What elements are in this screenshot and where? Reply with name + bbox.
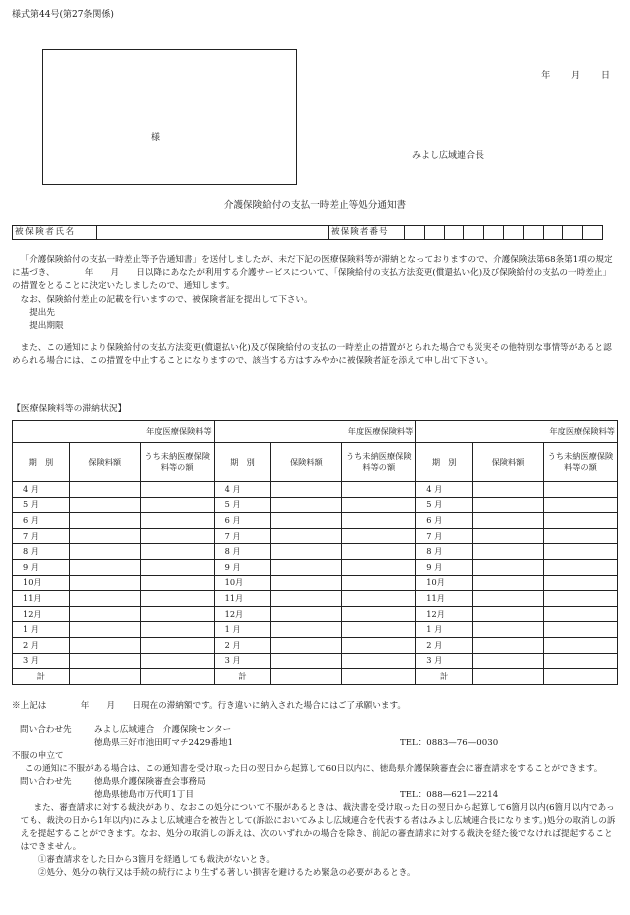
period-header: 期 別 bbox=[214, 443, 271, 482]
insured-number-cell[interactable] bbox=[543, 226, 563, 240]
month-cell: 8 月 bbox=[416, 544, 473, 560]
unpaid-cell[interactable] bbox=[140, 497, 214, 513]
unpaid-total-cell[interactable] bbox=[543, 669, 617, 685]
month-cell: 3 月 bbox=[214, 653, 271, 669]
premium-cell[interactable] bbox=[271, 497, 342, 513]
premium-cell[interactable] bbox=[69, 544, 140, 560]
issuer-name: みよし広域連合長 bbox=[412, 151, 485, 161]
unpaid-cell[interactable] bbox=[140, 559, 214, 575]
notice-footer bbox=[12, 700, 618, 880]
insured-number-cell[interactable] bbox=[464, 226, 484, 240]
month-cell: 12月 bbox=[13, 606, 70, 622]
premium-cell[interactable] bbox=[271, 653, 342, 669]
premium-cell[interactable] bbox=[271, 528, 342, 544]
premium-total-cell[interactable] bbox=[69, 669, 140, 685]
unpaid-cell[interactable] bbox=[342, 653, 416, 669]
premium-cell[interactable] bbox=[271, 513, 342, 529]
month-cell: 1 月 bbox=[13, 622, 70, 638]
month-cell: 8 月 bbox=[13, 544, 70, 560]
period-header: 期 別 bbox=[416, 443, 473, 482]
contact2-address: 徳島県徳島市万代町1丁目 bbox=[94, 790, 194, 800]
premium-cell[interactable] bbox=[69, 591, 140, 607]
fiscal-year-header: 年度医療保険料等 bbox=[214, 421, 416, 443]
total-label: 計 bbox=[214, 669, 271, 685]
month-cell: 2 月 bbox=[416, 637, 473, 653]
unpaid-cell[interactable] bbox=[342, 575, 416, 591]
unpaid-cell[interactable] bbox=[342, 591, 416, 607]
submit-deadline-label: 提出期限 bbox=[29, 321, 64, 332]
contact2-tel: TEL：088—621—2214 bbox=[400, 790, 499, 800]
contact1-org: みよし広域連合 介護保険センター bbox=[94, 725, 232, 735]
premium-cell[interactable] bbox=[69, 497, 140, 513]
addressee-box bbox=[42, 49, 297, 185]
body-paragraph-1: 「介護保険給付の支払一時差止等予告通知書」を送付しましたが、未だ下記の医療保険料等が滞納となっておりますので、介護保険法第68条第1項の規定に基づき、 年 月 日以降にあなたが利用する介護サービスについて、「保険給付の支払方法変更(償還払い化)及び保険給付の支払の一時差止」の措置をとることに決定いたしましたので、通知します。 bbox=[12, 255, 613, 292]
unpaid-cell[interactable] bbox=[140, 653, 214, 669]
notice-body bbox=[12, 254, 618, 369]
contact1-tel: TEL：0883—76—0030 bbox=[400, 738, 499, 748]
month-cell: 10月 bbox=[13, 575, 70, 591]
table-row bbox=[13, 622, 618, 638]
lawsuit-text: また、審査請求に対する裁決があり、なおこの処分について不服があるときは、裁決書を受け取った日の翌日から起算して6箇月以内(6箇月以内であっても、裁決の日から1年以内)にみよし広域連合を被告として(訴訟においてみよし広域連合を代表する者はみよし広域連合長になります。)処分の取消しの訴えを提起することができます。なお、処分の取消しの訴えは、次のいずれかの場合を除き、前記の審査請求に対する裁決を経た後でなければ提起することはできません。 bbox=[20, 803, 616, 852]
unpaid-cell[interactable] bbox=[342, 497, 416, 513]
total-row bbox=[13, 669, 618, 685]
unpaid-cell[interactable] bbox=[543, 513, 617, 529]
month-cell: 7 月 bbox=[13, 528, 70, 544]
premium-cell[interactable] bbox=[473, 513, 544, 529]
unpaid-cell[interactable] bbox=[543, 559, 617, 575]
unpaid-cell[interactable] bbox=[342, 528, 416, 544]
unpaid-cell[interactable] bbox=[342, 559, 416, 575]
arrears-table-title: 【医療保険料等の滞納状況】 bbox=[12, 404, 127, 414]
contact1-label: 問い合わせ先 bbox=[20, 725, 72, 735]
premium-cell[interactable] bbox=[473, 528, 544, 544]
month-cell: 9 月 bbox=[13, 559, 70, 575]
month-cell: 7 月 bbox=[416, 528, 473, 544]
premium-cell[interactable] bbox=[473, 606, 544, 622]
premium-header: 保険料額 bbox=[473, 443, 544, 482]
premium-cell[interactable] bbox=[69, 482, 140, 498]
insured-number-cell[interactable] bbox=[424, 226, 444, 240]
month-cell: 6 月 bbox=[416, 513, 473, 529]
as-of-note: ※上記は 年 月 日現在の滞納額です。行き違いに納入された場合にはご了承願います。 bbox=[12, 701, 406, 711]
premium-cell[interactable] bbox=[69, 559, 140, 575]
unpaid-cell[interactable] bbox=[342, 606, 416, 622]
insured-number-cell[interactable] bbox=[484, 226, 504, 240]
unpaid-cell[interactable] bbox=[543, 497, 617, 513]
unpaid-cell[interactable] bbox=[140, 575, 214, 591]
unpaid-cell[interactable] bbox=[543, 575, 617, 591]
month-cell: 5 月 bbox=[13, 497, 70, 513]
insured-number-cell[interactable] bbox=[583, 226, 603, 240]
insured-number-cell[interactable] bbox=[503, 226, 523, 240]
date-year: 年 bbox=[541, 71, 551, 81]
insured-number-cell[interactable] bbox=[405, 226, 425, 240]
month-cell: 1 月 bbox=[214, 622, 271, 638]
premium-header: 保険料額 bbox=[69, 443, 140, 482]
period-header: 期 別 bbox=[13, 443, 70, 482]
premium-cell[interactable] bbox=[271, 544, 342, 560]
month-cell: 9 月 bbox=[416, 559, 473, 575]
unpaid-header: うち未納医療保険料等の額 bbox=[543, 443, 617, 482]
premium-cell[interactable] bbox=[473, 559, 544, 575]
unpaid-cell[interactable] bbox=[543, 544, 617, 560]
unpaid-cell[interactable] bbox=[140, 482, 214, 498]
premium-total-cell[interactable] bbox=[473, 669, 544, 685]
month-cell: 7 月 bbox=[214, 528, 271, 544]
arrears-header-row bbox=[13, 421, 618, 443]
insured-number-cell[interactable] bbox=[563, 226, 583, 240]
body-paragraph-2: なお、保険給付差止の記載を行いますので、被保険者証を提出して下さい。 bbox=[20, 294, 313, 305]
month-cell: 6 月 bbox=[13, 513, 70, 529]
unpaid-cell[interactable] bbox=[543, 606, 617, 622]
month-cell: 8 月 bbox=[214, 544, 271, 560]
insured-name-label: 被保険者氏名 bbox=[13, 226, 97, 240]
premium-cell[interactable] bbox=[473, 575, 544, 591]
premium-cell[interactable] bbox=[473, 482, 544, 498]
unpaid-cell[interactable] bbox=[342, 637, 416, 653]
month-cell: 2 月 bbox=[214, 637, 271, 653]
month-cell: 5 月 bbox=[416, 497, 473, 513]
premium-cell[interactable] bbox=[69, 637, 140, 653]
arrears-subheader-row bbox=[13, 443, 618, 482]
addressee-suffix: 様 bbox=[151, 133, 161, 143]
date-day: 日 bbox=[600, 71, 610, 81]
month-cell: 1 月 bbox=[416, 622, 473, 638]
table-row bbox=[13, 544, 618, 560]
month-cell: 6 月 bbox=[214, 513, 271, 529]
unpaid-cell[interactable] bbox=[543, 622, 617, 638]
issue-date bbox=[541, 70, 610, 82]
premium-cell[interactable] bbox=[271, 575, 342, 591]
contact2-label: 問い合わせ先 bbox=[20, 777, 72, 787]
month-cell: 11月 bbox=[214, 591, 271, 607]
table-row bbox=[13, 575, 618, 591]
insured-number-cell[interactable] bbox=[523, 226, 543, 240]
month-cell: 2 月 bbox=[13, 637, 70, 653]
premium-cell[interactable] bbox=[473, 497, 544, 513]
table-row bbox=[13, 497, 618, 513]
unpaid-cell[interactable] bbox=[342, 622, 416, 638]
table-row bbox=[13, 513, 618, 529]
premium-cell[interactable] bbox=[69, 528, 140, 544]
total-label: 計 bbox=[416, 669, 473, 685]
unpaid-total-cell[interactable] bbox=[140, 669, 214, 685]
month-cell: 3 月 bbox=[416, 653, 473, 669]
unpaid-header: うち未納医療保険料等の額 bbox=[140, 443, 214, 482]
premium-cell[interactable] bbox=[69, 575, 140, 591]
table-row bbox=[13, 559, 618, 575]
form-number: 様式第44号(第27条関係) bbox=[12, 10, 114, 20]
insured-number-label: 被保険者番号 bbox=[329, 226, 405, 240]
insured-name-field[interactable] bbox=[97, 226, 329, 240]
premium-header: 保険料額 bbox=[271, 443, 342, 482]
unpaid-cell[interactable] bbox=[140, 591, 214, 607]
contact1-address: 徳島県三好市池田町マチ2429番地1 bbox=[94, 738, 234, 748]
premium-cell[interactable] bbox=[271, 622, 342, 638]
premium-cell[interactable] bbox=[69, 622, 140, 638]
unpaid-cell[interactable] bbox=[140, 622, 214, 638]
unpaid-cell[interactable] bbox=[140, 637, 214, 653]
premium-cell[interactable] bbox=[271, 591, 342, 607]
premium-cell[interactable] bbox=[473, 544, 544, 560]
month-cell: 9 月 bbox=[214, 559, 271, 575]
premium-cell[interactable] bbox=[473, 653, 544, 669]
appeal-heading: 不服の申立て bbox=[12, 751, 64, 761]
table-row bbox=[13, 637, 618, 653]
premium-cell[interactable] bbox=[69, 606, 140, 622]
premium-cell[interactable] bbox=[473, 637, 544, 653]
table-row bbox=[13, 482, 618, 498]
unpaid-header: うち未納医療保険料等の額 bbox=[342, 443, 416, 482]
insured-info-row bbox=[12, 225, 603, 240]
exception-1: ①審査請求をした日から3箇月を経過しても裁決がないとき。 bbox=[37, 855, 275, 865]
premium-cell[interactable] bbox=[271, 637, 342, 653]
premium-cell[interactable] bbox=[271, 482, 342, 498]
month-cell: 4 月 bbox=[13, 482, 70, 498]
premium-cell[interactable] bbox=[473, 591, 544, 607]
premium-cell[interactable] bbox=[271, 606, 342, 622]
month-cell: 11月 bbox=[13, 591, 70, 607]
table-row bbox=[13, 528, 618, 544]
table-row bbox=[13, 606, 618, 622]
unpaid-total-cell[interactable] bbox=[342, 669, 416, 685]
unpaid-cell[interactable] bbox=[543, 637, 617, 653]
unpaid-cell[interactable] bbox=[543, 653, 617, 669]
unpaid-cell[interactable] bbox=[140, 606, 214, 622]
unpaid-cell[interactable] bbox=[140, 528, 214, 544]
unpaid-cell[interactable] bbox=[342, 544, 416, 560]
table-row bbox=[13, 591, 618, 607]
month-cell: 3 月 bbox=[13, 653, 70, 669]
month-cell: 12月 bbox=[416, 606, 473, 622]
premium-cell[interactable] bbox=[473, 622, 544, 638]
fiscal-year-header: 年度医療保険料等 bbox=[416, 421, 618, 443]
month-cell: 5 月 bbox=[214, 497, 271, 513]
exception-2: ②処分、処分の執行又は手続の続行により生ずる著しい損害を避けるため緊急の必要があるとき。 bbox=[37, 868, 416, 878]
date-month: 月 bbox=[571, 71, 581, 81]
table-row bbox=[13, 653, 618, 669]
month-cell: 10月 bbox=[416, 575, 473, 591]
unpaid-cell[interactable] bbox=[543, 591, 617, 607]
submit-to-label: 提出先 bbox=[29, 307, 55, 318]
month-cell: 4 月 bbox=[416, 482, 473, 498]
month-cell: 12月 bbox=[214, 606, 271, 622]
unpaid-cell[interactable] bbox=[140, 544, 214, 560]
month-cell: 10月 bbox=[214, 575, 271, 591]
contact2-org: 徳島県介護保険審査会事務局 bbox=[94, 777, 206, 787]
unpaid-cell[interactable] bbox=[342, 482, 416, 498]
document-title: 介護保険給付の支払一時差止等処分通知書 bbox=[223, 200, 407, 211]
month-cell: 4 月 bbox=[214, 482, 271, 498]
fiscal-year-header: 年度医療保険料等 bbox=[13, 421, 215, 443]
month-cell: 11月 bbox=[416, 591, 473, 607]
unpaid-cell[interactable] bbox=[140, 513, 214, 529]
premium-cell[interactable] bbox=[69, 513, 140, 529]
unpaid-cell[interactable] bbox=[342, 513, 416, 529]
unpaid-cell[interactable] bbox=[543, 528, 617, 544]
appeal-text: この通知に不服がある場合は、この通知書を受け取った日の翌日から起算して60日以内に、徳島県介護保険審査会に審査請求をすることができます。 bbox=[24, 764, 603, 774]
premium-cell[interactable] bbox=[69, 653, 140, 669]
arrears-table bbox=[12, 420, 618, 685]
premium-cell[interactable] bbox=[271, 559, 342, 575]
insured-number-cell[interactable] bbox=[444, 226, 464, 240]
body-paragraph-3: また、この通知により保険給付の支払方法変更(償還払い化)及び保険給付の支払の一時差止の措置がとられた場合でも災実その他特別な事情等があると認められる場合には、この措置を中止することになりますので、該当する方はすみやかに被保険者証を添えて申し出て下さい。 bbox=[12, 343, 612, 367]
total-label: 計 bbox=[13, 669, 70, 685]
premium-total-cell[interactable] bbox=[271, 669, 342, 685]
unpaid-cell[interactable] bbox=[543, 482, 617, 498]
